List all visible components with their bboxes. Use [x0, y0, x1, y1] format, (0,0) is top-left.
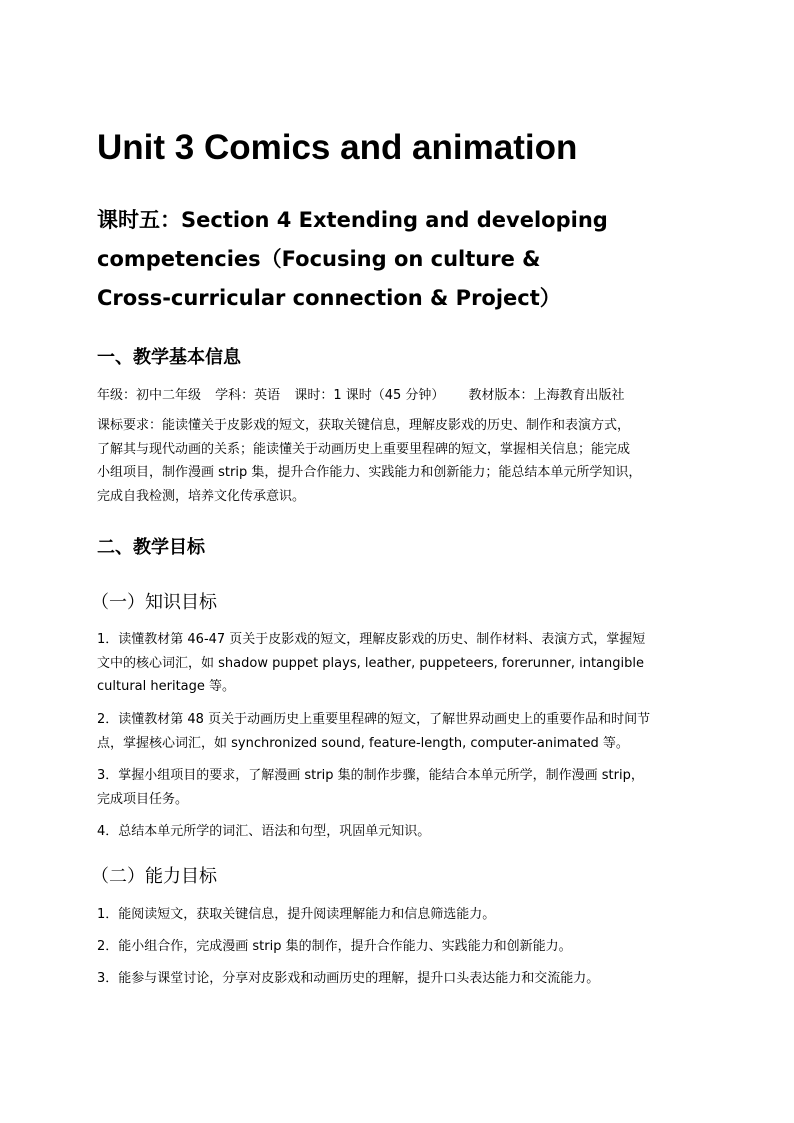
period-info: 课时：1 课时（45 分钟）	[294, 388, 445, 403]
subject-info: 学科：英语	[215, 388, 281, 403]
text-line: cultural heritage 等。	[97, 679, 236, 694]
text-line: 4．总结本单元所学的词汇、语法和句型，巩固单元知识。	[97, 824, 431, 839]
knowledge-item	[97, 628, 705, 699]
subtitle-line: Cross-curricular connection & Project）	[97, 286, 561, 310]
document-title: Unit 3 Comics and animation	[97, 128, 578, 167]
edition-info: 教材版本：上海教育出版社	[468, 388, 625, 403]
text-line: 了解其与现代动画的关系；能读懂关于动画历史上重要里程碑的短文，掌握相关信息；能完成	[97, 441, 631, 457]
text-line: 完成项目任务。	[97, 791, 189, 807]
knowledge-item	[97, 820, 705, 844]
text-line: 课标要求：能读懂关于皮影戏的短文，获取关键信息，理解皮影戏的历史、制作和表演方式，	[97, 418, 631, 433]
ability-item	[97, 967, 705, 991]
text-line: 3．能参与课堂讨论，分享对皮影戏和动画历史的理解，提升口头表达能力和交流能力。	[97, 971, 600, 986]
lesson-subtitle	[97, 201, 697, 318]
ability-item	[97, 903, 705, 927]
text-line: 小组项目，制作漫画 strip 集，提升合作能力、实践能力和创新能力；能总结本单元所学知识，	[97, 465, 642, 480]
basic-info-line	[97, 386, 635, 406]
section-heading-basic-info: 一、教学基本信息	[97, 347, 241, 368]
text-line: 2．能小组合作，完成漫画 strip 集的制作，提升合作能力、实践能力和创新能力。	[97, 939, 572, 954]
text-line: 3．掌握小组项目的要求，了解漫画 strip 集的制作步骤，能结合本单元所学，制作漫画 strip，	[97, 768, 644, 783]
ability-item	[97, 935, 705, 959]
text-line: 文中的核心词汇，如 shadow puppet plays, leather, puppeteers, forerunner, intangible	[97, 655, 644, 671]
subtitle-line: 课时五：Section 4 Extending and developing	[97, 208, 608, 232]
subsection-heading-ability: （二）能力目标	[91, 866, 217, 887]
text-line: 1．能阅读短文，获取关键信息，提升阅读理解能力和信息筛选能力。	[97, 907, 496, 922]
text-line: 1．读懂教材第 46-47 页关于皮影戏的短文，理解皮影戏的历史、制作材料、表演方式，掌握短	[97, 632, 646, 647]
knowledge-item	[97, 764, 705, 811]
subtitle-line: competencies（Focusing on culture &	[97, 247, 541, 271]
grade-info: 年级：初中二年级	[97, 388, 202, 403]
text-line: 2．读懂教材第 48 页关于动画历史上重要里程碑的短文，了解世界动画史上的重要作品和时间节	[97, 712, 651, 727]
section-heading-objectives: 二、教学目标	[97, 537, 205, 558]
curriculum-requirement	[97, 414, 705, 508]
text-line: 完成自我检测，培养文化传承意识。	[97, 488, 306, 504]
subsection-heading-knowledge: （一）知识目标	[91, 592, 217, 613]
text-line: 点，掌握核心词汇，如 synchronized sound, feature-length, computer-animated 等。	[97, 735, 629, 751]
knowledge-item	[97, 708, 705, 755]
